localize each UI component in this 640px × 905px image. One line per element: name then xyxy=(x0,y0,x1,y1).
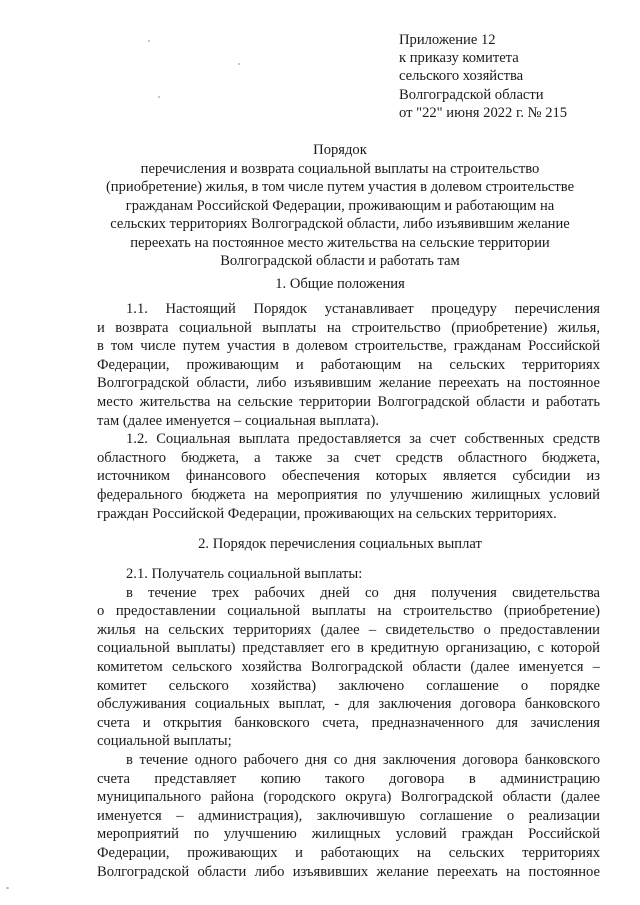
paragraph-2-1-item-2 xyxy=(97,751,600,881)
appendix-line: Волгоградской области xyxy=(399,86,544,103)
document-title xyxy=(90,141,590,271)
scan-speck xyxy=(6,887,9,889)
text-line: жилья на сельских территориях (далее – свидетельство о предоставлении xyxy=(97,621,600,638)
text-line: счета представляет копию такого договора в администрацию xyxy=(97,770,600,787)
title-line: перечисления и возврата социальной выплаты на строительство xyxy=(140,160,540,177)
section-2-heading: 2. Порядок перечисления социальных выплат xyxy=(198,536,482,552)
appendix-line: Приложение 12 xyxy=(399,32,496,48)
text-line: место жительства на сельские территории Волгоградской области и работать xyxy=(97,393,600,410)
paragraph-1-1 xyxy=(97,300,600,430)
text-line: в течение трех рабочих дней со дня получения свидетельства xyxy=(126,584,600,601)
scan-speck xyxy=(238,63,240,65)
title-line: Волгоградской области и работать там xyxy=(220,253,460,269)
title-line: Порядок xyxy=(313,142,367,158)
scan-speck xyxy=(158,96,160,98)
text-line: в течение одного рабочего дня со дня заключения договора банковского xyxy=(126,751,600,768)
text-line: именуется – администрация), заключившую соглашение о реализации xyxy=(97,807,600,824)
text-line: 1.2. Социальная выплата предоставляется за счет собственных средств xyxy=(126,431,600,448)
text-line: Волгоградской области либо изъявивших желание переехать на постоянное xyxy=(97,863,600,880)
appendix-line: сельского хозяйства xyxy=(399,68,524,85)
paragraph-2-1 xyxy=(97,565,600,584)
text-line: федерального бюджета на мероприятия по улучшению жилищных условий xyxy=(97,486,600,503)
text-line: и возврата социальной выплаты на строительство (приобретение) жилья, xyxy=(97,319,600,336)
text-line: там (далее именуется – социальная выплата). xyxy=(97,412,379,429)
paragraph-1-2 xyxy=(97,430,600,523)
text-line: граждан Российской Федерации, проживающих на сельских территориях. xyxy=(97,505,557,522)
text-line: социальной выплаты) представляет его в кредитную организацию, с которой xyxy=(97,640,600,657)
title-line: гражданам Российской Федерации, проживающим и работающим на xyxy=(125,197,555,214)
appendix-header xyxy=(399,31,619,122)
title-line: переехать на постоянное место жительства на сельские территории xyxy=(130,234,550,251)
text-line: обслуживания социальных выплат, - для заключения договора банковского xyxy=(97,696,600,713)
text-line: Волгоградской области, либо изъявившим желание переехать на постоянное xyxy=(97,375,600,392)
paragraph-2-1-item-1 xyxy=(97,584,600,751)
text-line: комитетом сельского хозяйства Волгоградской области (далее именуется – xyxy=(97,658,600,675)
section-2-body xyxy=(97,565,600,881)
text-line: о предоставлении социальной выплаты на строительство (приобретение) xyxy=(97,603,600,620)
scan-speck xyxy=(148,40,150,42)
text-line: Федерации, проживающим и работающим на сельских территориях xyxy=(97,356,600,373)
appendix-line: к приказу комитета xyxy=(399,50,519,67)
text-line: мероприятий по улучшению жилищных условий граждан Российской xyxy=(97,826,600,843)
title-line: сельских территориях Волгоградской области, либо изъявившим желание xyxy=(110,216,570,232)
text-line: источником финансового обеспечения которых является субсидии из xyxy=(97,468,600,485)
text-line: социальной выплаты; xyxy=(97,733,232,750)
text-line: в том числе путем участия в долевом строительстве, гражданам Российской xyxy=(97,338,600,355)
text-line: комитет сельского хозяйства) заключено соглашение о порядке xyxy=(97,677,600,694)
section-1-body xyxy=(97,300,600,523)
text-line: счета и открытия банковского счета, предназначенного для зачисления xyxy=(97,714,600,731)
text-line: муниципального района (городского округа) Волгоградской области (далее xyxy=(97,789,600,806)
text-line: областного бюджета, а также за счет средств областного бюджета, xyxy=(97,449,600,466)
title-line: (приобретение) жилья, в том числе путем участия в долевом строительстве xyxy=(105,179,575,195)
text-line: 1.1. Настоящий Порядок устанавливает процедуру перечисления xyxy=(126,301,600,317)
section-1-heading: 1. Общие положения xyxy=(275,276,405,292)
text-line: 2.1. Получатель социальной выплаты: xyxy=(126,566,363,582)
appendix-line: от "22" июня 2022 г. № 215 xyxy=(399,104,568,121)
text-line: Федерации, проживающих и работающих на сельских территориях xyxy=(97,844,600,861)
